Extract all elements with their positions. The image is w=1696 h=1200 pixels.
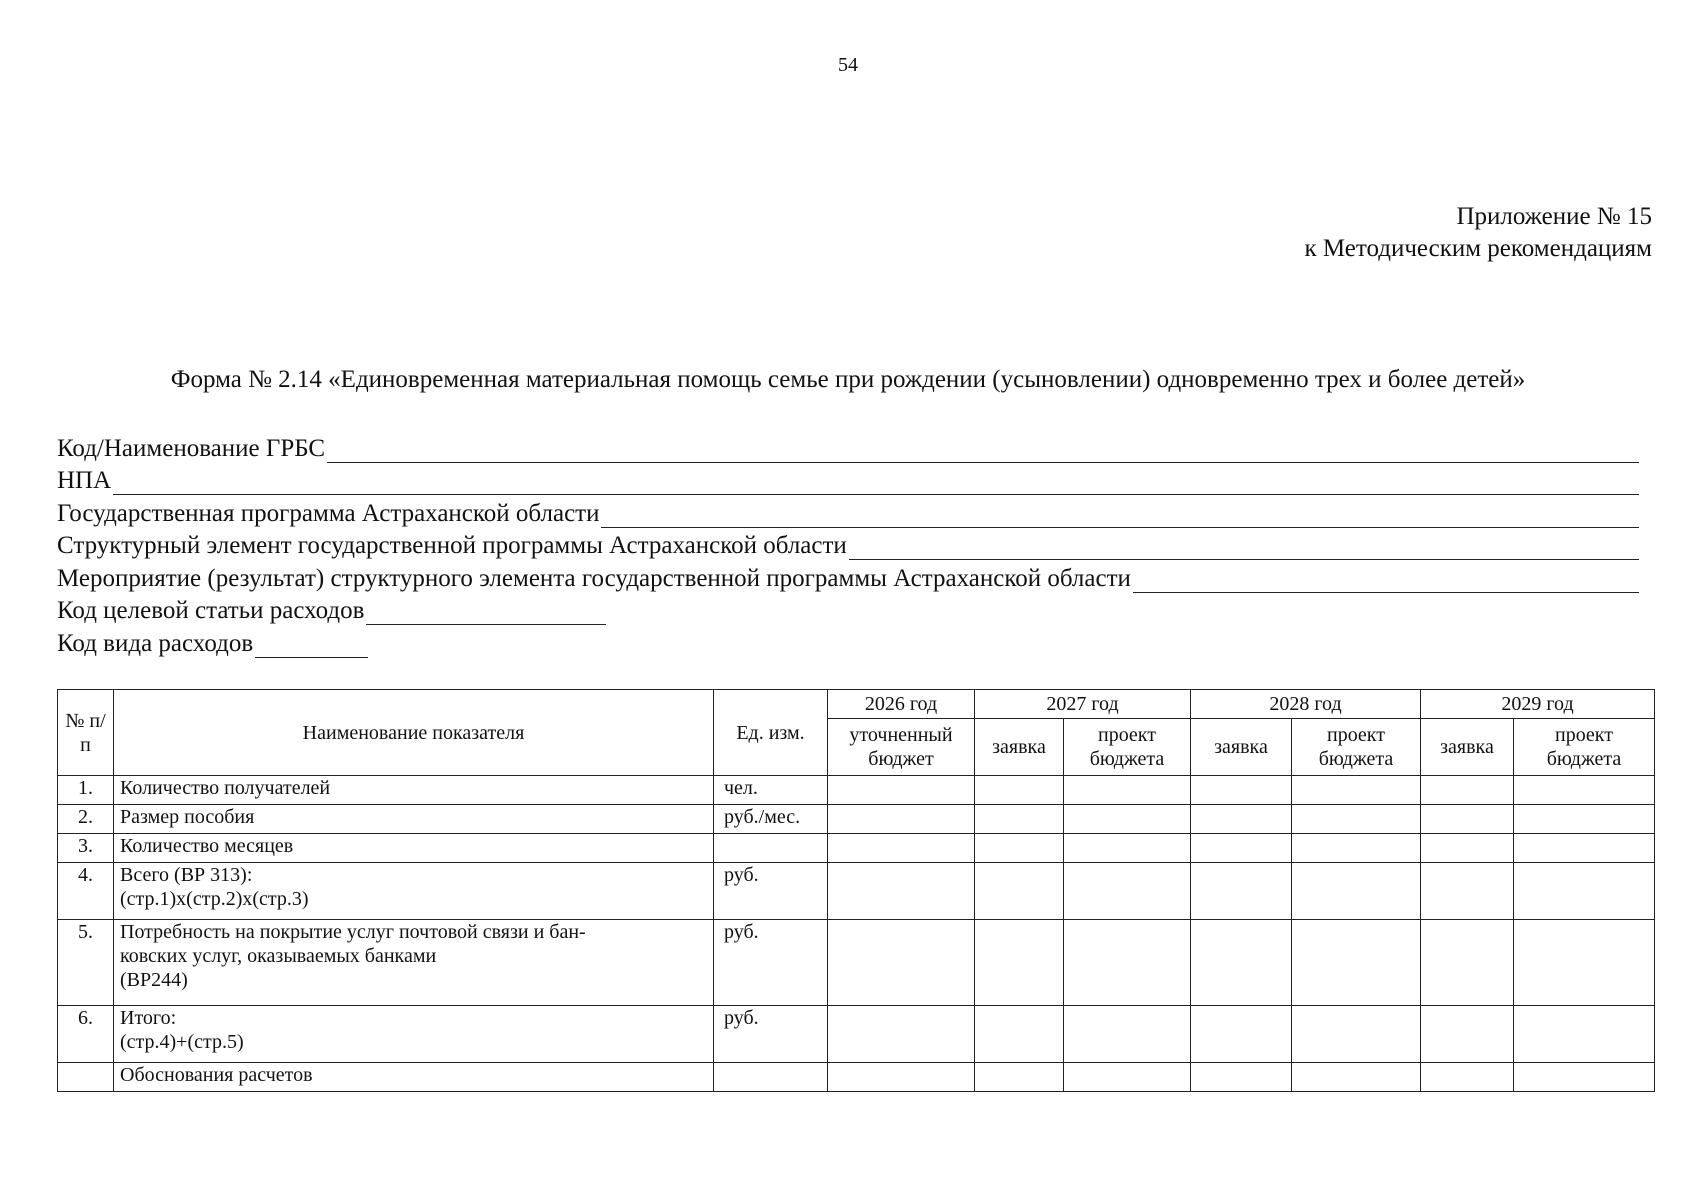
row-indicator-name: Количество месяцев — [114, 834, 714, 863]
value-cell[interactable] — [1421, 834, 1514, 863]
row-number: 4. — [58, 863, 114, 920]
row-unit: руб. — [714, 863, 828, 920]
appendix-subtitle: к Методическим рекомендациям — [1304, 235, 1652, 262]
field-grbs-line[interactable] — [327, 440, 1639, 463]
row-indicator-name — [114, 1006, 714, 1063]
header-2029-request: заявка — [1421, 719, 1514, 776]
row-number: 5. — [58, 920, 114, 1006]
field-state-program — [57, 495, 1639, 528]
header-2027-request: заявка — [975, 719, 1064, 776]
value-cell[interactable] — [1064, 834, 1191, 863]
value-cell[interactable] — [1191, 1063, 1292, 1092]
value-cell[interactable] — [828, 776, 975, 805]
header-year-2027: 2027 год — [975, 690, 1191, 719]
value-cell[interactable] — [1292, 1063, 1421, 1092]
field-npa-label: НПА — [57, 467, 112, 494]
header-2028-budget-draft: проект бюджета — [1292, 719, 1421, 776]
field-expense-type-code-line[interactable] — [255, 635, 368, 658]
table-row — [58, 834, 1655, 863]
value-cell[interactable] — [1421, 776, 1514, 805]
header-2029-budget-draft: проект бюджета — [1514, 719, 1655, 776]
value-cell[interactable] — [1191, 920, 1292, 1006]
header-year-2029: 2029 год — [1421, 690, 1655, 719]
row-indicator-name-line: (ВР244) — [120, 969, 188, 991]
value-cell[interactable] — [1514, 1063, 1655, 1092]
field-grbs — [57, 430, 1639, 463]
field-activity-label: Мероприятие (результат) структурного элемента государственной программы Астраханской области — [57, 564, 1131, 592]
field-structural-element — [57, 528, 1639, 561]
value-cell[interactable] — [1064, 776, 1191, 805]
row-indicator-name-line: Всего (ВР 313): — [120, 864, 253, 886]
value-cell[interactable] — [975, 776, 1064, 805]
field-target-article-code — [57, 593, 1639, 626]
table-row — [58, 1063, 1655, 1092]
field-state-program-label: Государственная программа Астраханской области — [57, 499, 600, 527]
row-number: 1. — [58, 776, 114, 805]
value-cell[interactable] — [1514, 863, 1655, 920]
field-expense-type-code — [57, 625, 1639, 658]
value-cell[interactable] — [975, 920, 1064, 1006]
header-unit: Ед. изм. — [714, 690, 828, 776]
table-row — [58, 920, 1655, 1006]
value-cell[interactable] — [1292, 834, 1421, 863]
row-indicator-name: Размер пособия — [114, 805, 714, 834]
field-target-article-code-label: Код целевой статьи расходов — [57, 597, 365, 624]
header-2028-request: заявка — [1191, 719, 1292, 776]
row-indicator-formula: (стр.1)х(стр.2)х(стр.3) — [120, 888, 309, 910]
value-cell[interactable] — [828, 805, 975, 834]
appendix-number: Приложение № 15 — [1456, 203, 1652, 230]
value-cell[interactable] — [828, 863, 975, 920]
row-unit — [714, 834, 828, 863]
header-2027-budget-draft: проект бюджета — [1064, 719, 1191, 776]
value-cell[interactable] — [828, 1063, 975, 1092]
value-cell[interactable] — [1514, 776, 1655, 805]
indicators-table — [57, 689, 1655, 1092]
header-year-2026: 2026 год — [828, 690, 975, 719]
field-structural-element-label: Структурный элемент государственной программы Астраханской области — [57, 532, 847, 559]
value-cell[interactable] — [1064, 863, 1191, 920]
field-structural-element-line[interactable] — [849, 537, 1639, 560]
value-cell[interactable] — [1514, 834, 1655, 863]
field-activity-line[interactable] — [1133, 570, 1639, 593]
value-cell[interactable] — [975, 834, 1064, 863]
row-indicator-name-line: Итого: — [120, 1007, 177, 1029]
header-indicator-name: Наименование показателя — [114, 690, 714, 776]
value-cell[interactable] — [975, 1006, 1064, 1063]
table-row — [58, 805, 1655, 834]
row-number — [58, 1063, 114, 1092]
row-indicator-name-line: ковских услуг, оказываемых банками — [120, 945, 437, 967]
value-cell[interactable] — [975, 1063, 1064, 1092]
value-cell[interactable] — [1292, 805, 1421, 834]
value-cell[interactable] — [1292, 1006, 1421, 1063]
value-cell[interactable] — [1064, 805, 1191, 834]
value-cell[interactable] — [828, 1006, 975, 1063]
field-state-program-line[interactable] — [601, 505, 1639, 528]
page-number: 54 — [838, 54, 858, 76]
value-cell[interactable] — [1191, 1006, 1292, 1063]
value-cell[interactable] — [1064, 920, 1191, 1006]
value-cell[interactable] — [1421, 1063, 1514, 1092]
value-cell[interactable] — [975, 805, 1064, 834]
row-number: 6. — [58, 1006, 114, 1063]
value-cell[interactable] — [975, 863, 1064, 920]
appendix-reference — [1304, 201, 1652, 265]
row-indicator-name — [114, 863, 714, 920]
header-year-2028: 2028 год — [1191, 690, 1421, 719]
value-cell[interactable] — [1191, 863, 1292, 920]
row-indicator-name: Обоснования расчетов — [114, 1063, 714, 1092]
table-row — [58, 776, 1655, 805]
field-target-article-code-line[interactable] — [366, 602, 606, 625]
table-row — [58, 863, 1655, 920]
header-fields — [57, 430, 1639, 658]
field-activity — [57, 560, 1639, 593]
value-cell[interactable] — [1064, 1006, 1191, 1063]
value-cell[interactable] — [1514, 1006, 1655, 1063]
row-unit: руб. — [714, 920, 828, 1006]
row-indicator-formula: (стр.4)+(стр.5) — [120, 1031, 244, 1053]
value-cell[interactable] — [1292, 776, 1421, 805]
header-num: № п/п — [58, 690, 114, 776]
value-cell[interactable] — [828, 920, 975, 1006]
value-cell[interactable] — [828, 834, 975, 863]
row-unit: чел. — [714, 776, 828, 805]
field-npa — [57, 463, 1639, 496]
row-indicator-name-line: Потребность на покрытие услуг почтовой связи и бан- — [120, 921, 586, 943]
row-unit — [714, 1063, 828, 1092]
row-indicator-name — [114, 920, 714, 1006]
row-unit: руб. — [714, 1006, 828, 1063]
field-grbs-label: Код/Наименование ГРБС — [57, 434, 326, 462]
value-cell[interactable] — [1421, 1006, 1514, 1063]
value-cell[interactable] — [1191, 776, 1292, 805]
row-unit: руб./мес. — [714, 805, 828, 834]
field-npa-line[interactable] — [113, 472, 1639, 495]
row-number: 3. — [58, 834, 114, 863]
table-row — [58, 1006, 1655, 1063]
value-cell[interactable] — [1421, 805, 1514, 834]
header-2026-refined-budget: уточненный бюджет — [828, 719, 975, 776]
value-cell[interactable] — [1191, 834, 1292, 863]
value-cell[interactable] — [1064, 1063, 1191, 1092]
value-cell[interactable] — [1421, 863, 1514, 920]
form-title: Форма № 2.14 «Единовременная материальная помощь семье при рождении (усыновлении) одновременно трех и более детей» — [170, 366, 1526, 393]
value-cell[interactable] — [1421, 920, 1514, 1006]
row-indicator-name: Количество получателей — [114, 776, 714, 805]
value-cell[interactable] — [1514, 920, 1655, 1006]
value-cell[interactable] — [1292, 863, 1421, 920]
field-expense-type-code-label: Код вида расходов — [57, 629, 254, 657]
row-number: 2. — [58, 805, 114, 834]
value-cell[interactable] — [1292, 920, 1421, 1006]
value-cell[interactable] — [1514, 805, 1655, 834]
value-cell[interactable] — [1191, 805, 1292, 834]
